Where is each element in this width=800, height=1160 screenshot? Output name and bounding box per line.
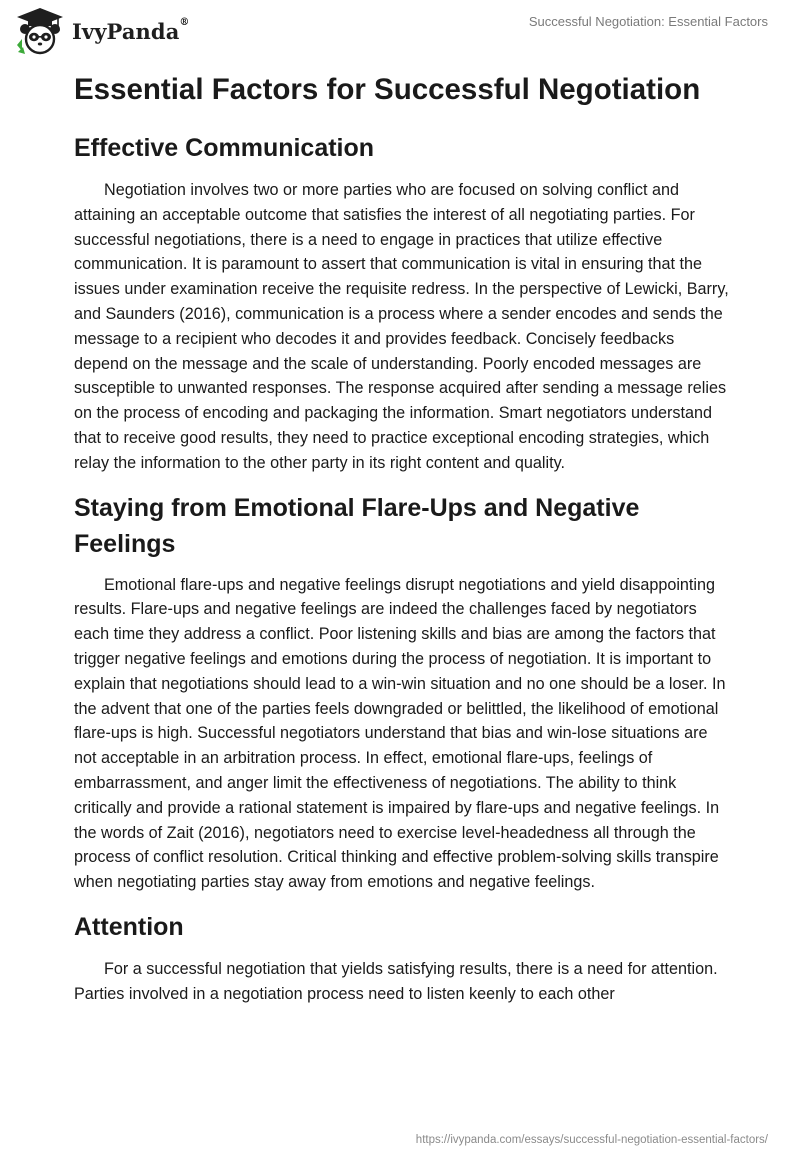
- page-header: [0, 0, 800, 60]
- source-url[interactable]: https://ivypanda.com/essays/successful-negotiation-essential-factors/: [415, 1134, 768, 1146]
- section-paragraph-attention: For a successful negotiation that yields satisfying results, there is a need for attention. Parties involved in a negotiation process need to listen keenly to each other: [74, 959, 718, 1003]
- brand-logo[interactable]: [14, 7, 190, 55]
- section-paragraph-emotional: Emotional flare-ups and negative feelings disrupt negotiations and yield disappointing results. Flare-ups and negative feelings are indeed the challenges faced by negotiators each time they address a conflict. Poor listening skills and bias are among the factors that trigger negative feelings and emotions during the process of negotiation. It is important to explain that negotiations should lead to a win-win situation and no one should be a loser. In the advent that one of the parties feels downgraded or belittled, the likelihood of emotional flare-ups is high. Successful negotiators understand that bias and win-lose situations are not acceptable in an arbitration process. In effect, emotional flare-ups, feelings of embarrassment, and anger limit the effectiveness of negotiations. The ability to think critically and provide a rational statement is impaired by flare-ups and negative feelings. In the words of Zait (2016), negotiators need to exercise level-headedness all through the process of conflict resolution. Critical thinking and effective problem-solving skills transpire when negotiating parties stay away from emotions and negative feelings.: [74, 575, 726, 892]
- running-title: Successful Negotiation: Essential Factors: [528, 14, 768, 29]
- panda-graduate-logo-icon: [14, 7, 66, 55]
- section-paragraph-communication: Negotiation involves two or more parties who are focused on solving conflict and attaining an acceptable outcome that satisfies the interest of all negotiating parties. For successful negotiations, there is a need to engage in practices that utilize effective communication. It is paramount to assert that communication is vital in ensuring that the issues under examination receive the requisite redress. In the perspective of Lewicki, Barry, and Saunders (2016), communication is a process where a sender encodes and sends the message to a recipient who decodes it and provides feedback. Concisely feedbacks depend on the message and the scale of understanding. Poorly encoded messages are susceptible to unwanted responses. The response acquired after sending a message relies on the process of encoding and packaging the information. Smart negotiators understand that to receive good results, they need to practice exceptional encoding strategies, which relay the information to the other party in its right content and quality.: [74, 181, 729, 472]
- section-heading-communication: Effective Communication: [74, 134, 375, 162]
- section-heading-emotional: Staying from Emotional Flare-Ups and Negative Feelings: [74, 493, 640, 558]
- page-title: Essential Factors for Successful Negotiation: [74, 73, 701, 106]
- registered-mark: ®: [179, 16, 190, 28]
- section-heading-attention: Attention: [74, 912, 184, 941]
- article-body: [74, 70, 729, 1007]
- brand-name: [72, 16, 190, 44]
- brand-name-text: IvyPanda: [72, 18, 180, 44]
